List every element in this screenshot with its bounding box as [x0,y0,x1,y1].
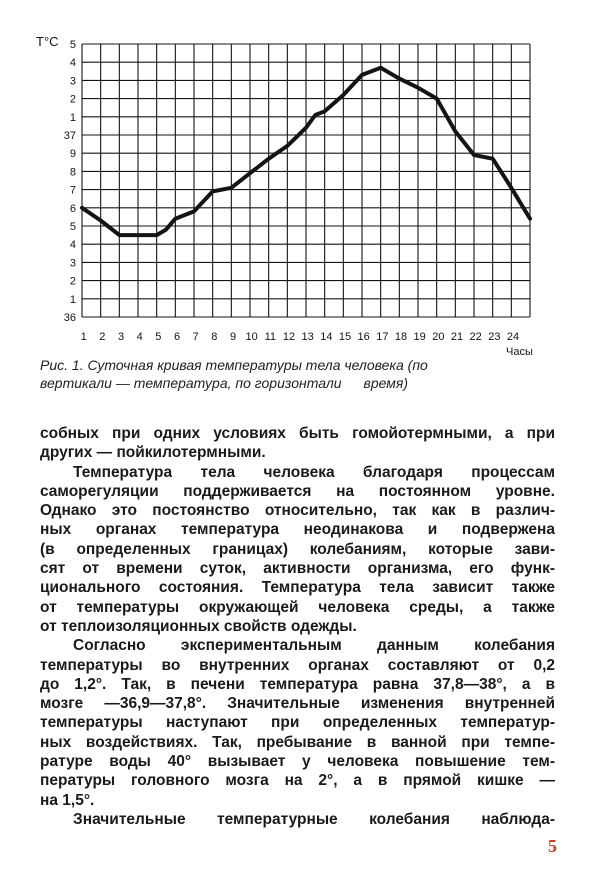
y-tick-label: 37 [63,130,76,142]
temperature-point [286,144,289,147]
temperature-point [342,93,345,96]
x-tick-label: 12 [282,331,296,343]
temperature-point [379,66,382,69]
x-tick-label: 11 [264,331,277,343]
x-axis-ticks [81,331,520,343]
temperature-point [398,77,401,80]
temperature-point [99,219,102,222]
temperature-point [360,73,363,76]
y-tick-label: 1 [69,111,76,124]
x-tick-label: 5 [155,331,162,343]
body-line: ных воздействиях. Так, пребывание в ванной при темпе- [40,733,555,751]
x-tick-label: 6 [173,331,181,343]
body-line: других — пойкилотермными. [40,444,266,462]
temperature-point [174,217,177,220]
body-line: сят от времени суток, активности организма, его функ- [40,560,555,578]
temperature-point [500,172,503,175]
x-tick-label: 24 [506,331,520,343]
x-tick-label: 22 [469,331,482,343]
temperature-point [230,186,233,189]
temperature-point [164,228,167,231]
x-tick-label: 15 [338,331,352,343]
temperature-point [304,126,307,129]
y-tick-label: 6 [69,202,76,215]
temperature-point [472,153,475,156]
body-line: температуры наступают при определенных температур- [40,714,555,732]
x-tick-label: 18 [394,331,408,343]
y-tick-label: 3 [69,257,76,270]
chart-grid [82,44,530,317]
caption-line-2-start: вертикали — температура, по горизонтали [40,375,342,391]
x-tick-label: 21 [450,331,464,343]
y-axis-label: T°C [36,34,59,49]
x-tick-label: 9 [229,331,237,343]
body-line: ционального состояния. Температура тела зависит также [40,579,555,597]
body-line: от теплоизоляционных свойств одежды. [40,617,357,635]
x-tick-label: 19 [413,331,426,343]
y-tick-label: 3 [69,75,76,88]
body-line: Согласно экспериментальным данным колебания [73,637,555,655]
caption-line-2-end: время) [363,375,408,391]
body-line: пературы головного мозга на 2°, а в прямой кишке — [40,772,555,790]
temperature-point [155,234,158,237]
body-text [40,424,555,829]
temperature-point [248,172,251,175]
temperature-point [454,130,457,133]
caption-line-1: Рис. 1. Суточная кривая температуры тела человека (по [40,357,428,373]
temperature-point [435,97,438,100]
temperature-point [323,110,326,113]
body-line: мозге —36,9—37,8°. Значительные изменения внутренней [40,695,555,713]
body-line: Температура тела человека благодаря процессам [73,463,555,481]
temperature-point [295,135,298,138]
body-line: ных органах температура неодинакова и подвержена [40,521,555,539]
y-tick-label: 2 [69,275,76,288]
x-tick-label: 13 [301,331,314,343]
temperature-point [491,157,494,160]
temperature-point [416,86,419,89]
y-tick-label: 4 [69,239,76,252]
body-line: Значительные температурные колебания наблюда- [73,810,555,828]
temperature-point [528,217,531,220]
body-line: на 1,5°. [40,791,95,809]
x-tick-label: 14 [320,331,333,343]
x-tick-label: 2 [99,331,106,343]
temperature-point [211,190,214,193]
y-tick-label: 1 [69,293,76,306]
x-tick-label: 8 [211,331,218,343]
x-tick-label: 1 [80,331,87,343]
y-tick-label: 9 [69,148,76,161]
x-tick-label: 3 [117,331,125,343]
temperature-point [510,186,513,189]
body-line: от температуры окружающей человека среды, а также [40,598,555,616]
axis-labels [36,34,533,358]
temperature-point [314,113,317,116]
x-tick-label: 23 [488,331,501,343]
temperature-point [192,210,195,213]
body-line: саморегуляции поддерживается на постоянном уровне. [40,482,555,500]
body-line: собных при одних условиях быть гомойотермными, а при [40,425,555,442]
y-tick-label: 8 [69,166,76,179]
y-tick-label: 2 [69,93,76,106]
x-axis-label: Часы [506,346,533,358]
temperature-point [136,234,139,237]
body-line: до 1,2°. Так, в печени температура равна 37,8—38°, а в [40,675,555,693]
body-line: Однако это постоянство относительно, так как в различ- [40,502,555,520]
y-tick-label: 36 [63,312,76,324]
body-line: ратуре воды 40° вызывает у человека повышение тем- [40,753,555,771]
x-tick-label: 10 [245,331,258,343]
caption-line-2 [40,374,570,392]
y-tick-label: 4 [69,57,76,70]
x-tick-label: 7 [192,331,199,343]
y-tick-label: 5 [69,221,76,233]
x-tick-label: 4 [136,331,143,343]
y-axis-ticks [64,39,76,324]
temperature-point [267,157,270,160]
figure-caption [40,356,570,392]
temperature-chart [0,0,600,358]
x-tick-label: 16 [357,331,370,343]
y-tick-label: 7 [69,184,76,197]
temperature-point [118,234,121,237]
body-line: (в определенных границах) колебаниям, которые зави- [40,540,555,558]
x-tick-label: 17 [376,331,389,343]
temperature-point [80,206,83,209]
page-number: 5 [548,836,557,856]
y-tick-label: 5 [69,39,76,51]
body-line: температуры во внутренних органах составляют от 0,2 [40,656,555,674]
x-tick-label: 20 [432,331,445,343]
